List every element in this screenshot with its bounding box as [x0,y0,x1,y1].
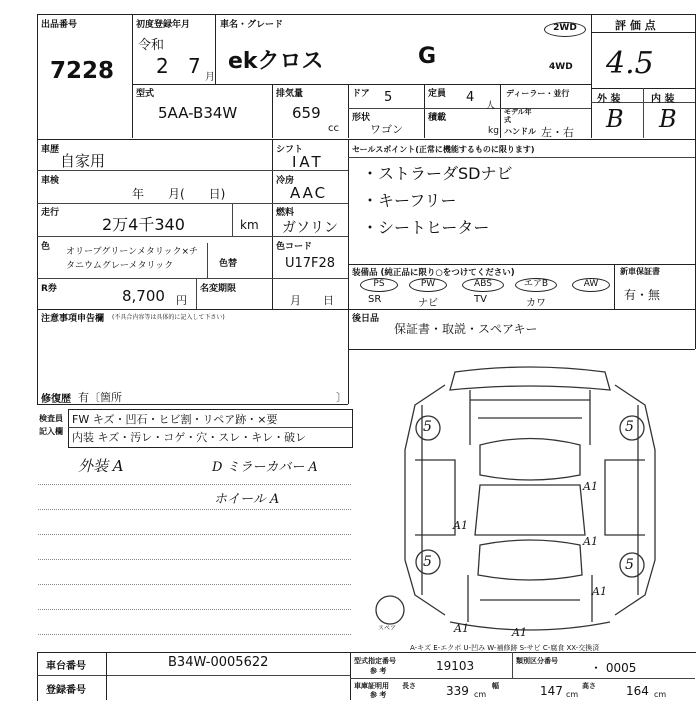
displacement: 659 [292,104,321,122]
handle: 左・右 [541,126,574,139]
warranty: 月 日 [290,294,334,307]
mark-wheel-fl: 5 [423,419,432,435]
car-name: ekクロス [228,49,324,74]
load-label: 積載 [428,113,447,123]
after-value: 保証書・取説・スペアキー [394,322,538,336]
equip-aw: AW [572,278,610,292]
door-label: ドア [352,89,370,99]
equip-sr: SR [368,294,382,305]
capacity-label: 定員 [428,89,447,99]
roof-outline [450,367,610,390]
width: 147 [540,684,563,698]
type-num-label: 型式指定番号 [354,657,396,665]
handwritten-note-1: 外装 A [78,457,124,475]
spare-tire [376,596,404,624]
model-year-label: モデル年式 [504,108,532,124]
length-unit: cm [474,690,487,699]
inspector-row-2: 内装 キズ・汚レ・コゲ・穴・スレ・キレ・破レ [72,431,307,444]
capacity: 4 [466,90,475,105]
repaint-label: 色替 [219,259,238,269]
equip-leather: カワ [526,298,546,309]
recycle-label: R券 [41,284,57,294]
handle-label: ハンドル [504,127,536,136]
mileage: 2万4千340 [102,215,185,234]
new-warranty-label: 新車保証書 [620,267,660,276]
class-label: 類別区分番号 [516,657,558,665]
height-unit: cm [654,690,667,699]
equip-abs: ABS [462,278,504,292]
mileage-label: 走行 [41,208,60,218]
equipment-label: 装備品 (純正品に限り○をつけてください) [352,268,515,278]
chassis-label: 車台番号 [46,661,86,672]
recycle: 8,700 [122,287,165,305]
notes-label: 注意事項申告欄 [41,314,105,324]
grade: G [418,44,437,69]
color-code: U17F28 [285,256,336,271]
capacity-unit: 人 [486,101,496,111]
fuel-label: 燃料 [276,208,295,218]
width-unit: cm [566,690,579,699]
era: 令和 [138,38,165,53]
car-damage-diagram [360,360,690,640]
lot-label: 出品番号 [41,20,78,30]
inspection: 年 月( 日) [132,187,226,201]
height: 164 [626,684,649,698]
shape: ワゴン [370,123,403,136]
rear-glass [478,540,582,580]
history: 自家用 [60,152,106,170]
mark-a1-right-front: A1 [583,480,598,493]
score: 4.5 [606,46,654,81]
mileage-unit: km [240,218,259,232]
repair-label: 修復歴 [41,394,71,405]
chassis: B34W-0005622 [168,655,269,670]
color: オリーブグリーンメタリック×チタニウムグレーメタリック [66,247,199,271]
warranty-label: 名変期限 [200,284,237,294]
color-code-label: 色コード [276,242,313,252]
equip-ps: PS [360,278,398,292]
drive-2wd: 2WD [544,22,586,37]
equip-tv: TV [474,294,487,305]
width-label: 幅 [492,682,499,690]
inspector-label-2: 記入欄 [39,427,63,436]
repair-close: 〕 [336,391,347,404]
top-border [37,14,695,15]
fuel: ガソリン [282,220,338,236]
mark-wheel-rr: 5 [625,557,634,573]
notes-sub: (不具合内容等は具体的に記入して下さい) [112,314,225,321]
sales-point-2: ・キーフリー [362,191,457,210]
length: 339 [446,684,469,698]
after-label: 後日品 [352,314,380,324]
exterior-grade: B [606,105,624,133]
new-warranty-value: 有・無 [624,288,661,302]
ac-label: 冷房 [276,176,295,186]
history-label: 車歴 [41,145,60,155]
lot-number: 7228 [50,58,115,84]
right-border [695,14,696,149]
drive-4wd: 4WD [549,62,573,72]
inspection-label: 車検 [41,176,60,186]
equip-airbag: エアB [515,278,557,292]
model: 5AA-B34W [158,104,238,122]
sales-point-3: ・シートヒーター [362,218,490,237]
name-label: 車名・グレード [220,20,284,30]
month-num: 7 [188,54,201,78]
exterior-label: 外 装 [597,94,621,105]
mark-a1-rear-right: A1 [512,626,527,639]
displacement-label: 排気量 [276,89,304,99]
height-label: 高さ [582,682,596,690]
model-label: 型式 [136,89,155,99]
class-num: ・ 0005 [590,661,637,675]
cert-label: 車庫証明用 [354,682,389,690]
door: 5 [384,90,393,105]
sales-point-1: ・ストラーダSDナビ [362,164,513,183]
type-num: 19103 [436,659,475,673]
left-border [37,14,38,404]
interior-grade: B [659,105,677,133]
shift: IAT [292,153,324,171]
load-unit: kg [488,126,499,136]
interior-label: 内 装 [651,94,675,105]
mark-a1-left: A1 [453,519,468,532]
shape-label: 形状 [352,113,371,123]
year-num: 2 [156,54,169,78]
repair: 有〔箇所 [78,391,122,404]
type-ref-label: 参 考 [370,667,387,675]
mark-a1-rear-corner: A1 [592,585,607,598]
inspector-row-1: FW キズ・凹石・ヒビ割・リペア跡・×要 [72,413,278,426]
cert-ref-label: 参 考 [370,691,387,699]
mark-wheel-rl: 5 [423,554,432,570]
color-label: 色 [41,242,51,252]
shift-label: シフト [276,145,304,155]
month-unit: 月 [205,72,215,83]
dealer-label: ディーラー・並行 [506,89,570,98]
hood-outline [480,439,580,481]
mark-wheel-fr: 5 [625,419,634,435]
recycle-unit: 円 [176,294,187,307]
mark-a1-rear-left: A1 [454,622,469,635]
inspector-label-1: 検査員 [39,414,63,423]
damage-legend: A-キズ E-エクボ U-凹み W-補修跡 S-サビ C-腐食 XX-交換済 [410,644,600,652]
first-reg-label: 初度登録年月 [136,20,191,30]
score-label: 評 価 点 [615,19,656,32]
reg-label: 登録番号 [46,685,86,696]
equip-navi: ナビ [418,298,438,309]
handwritten-note-2: D ミラーカバー A [212,460,318,475]
center-roof [475,485,585,535]
ac: AAC [290,184,328,202]
equip-pw: PW [409,278,447,292]
sales-label: セールスポイント(正常に機能するものに限ります) [352,145,535,154]
mark-a1-right-rear: A1 [583,535,598,548]
spare-label: スペア [378,625,397,632]
displacement-unit: cc [328,123,339,134]
right-side-outline [615,385,655,615]
length-label: 長さ [402,682,416,690]
handwritten-note-3: ホイール A [214,492,280,507]
